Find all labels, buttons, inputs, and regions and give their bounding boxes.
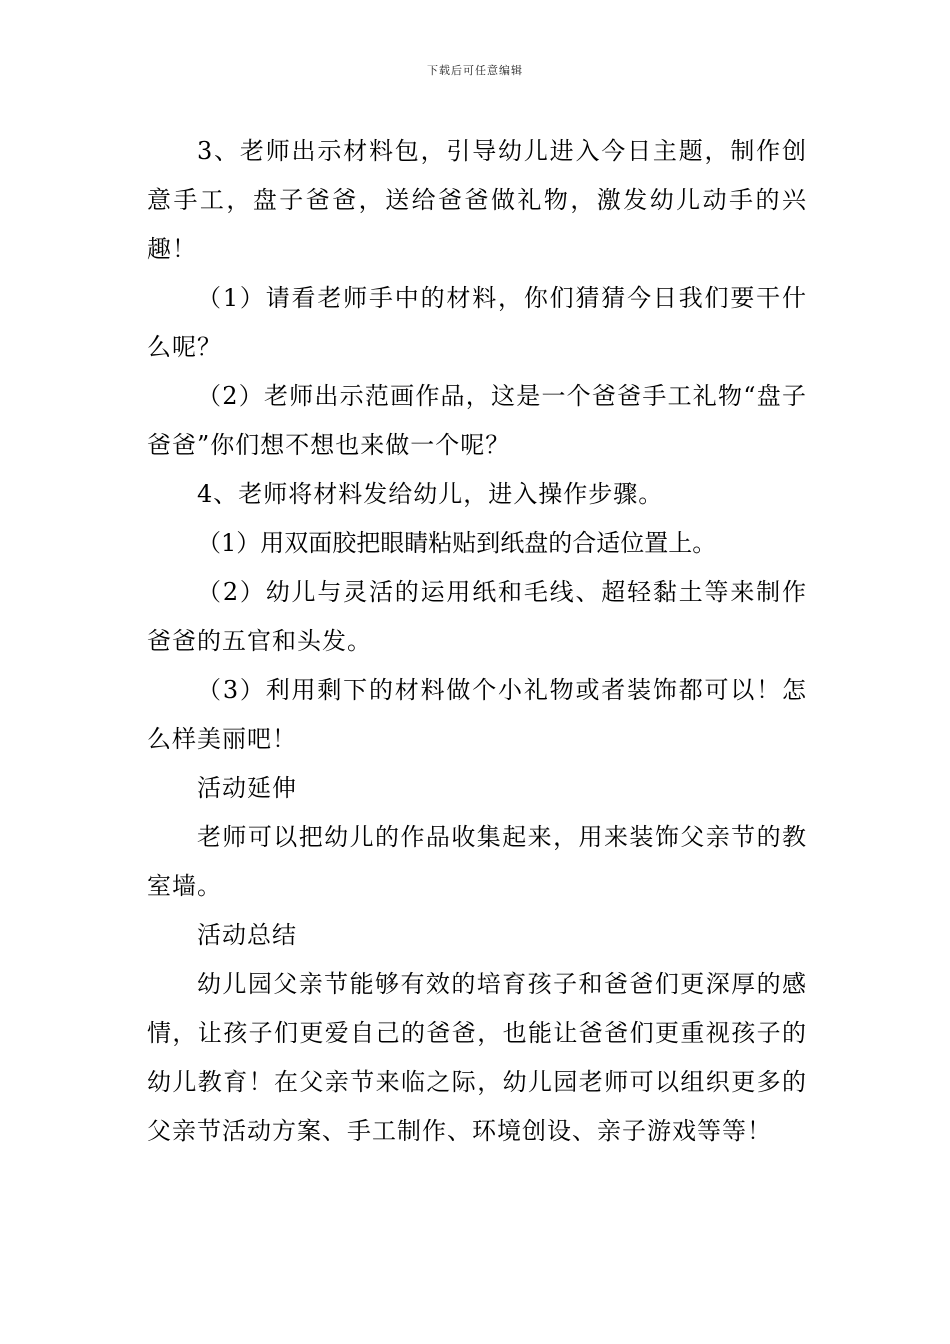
document-body [147, 127, 807, 1156]
paragraph-step-4-2: （2）幼儿与灵活的运用纸和毛线、超轻黏土等来制作爸爸的五官和头发。 [147, 578, 807, 655]
paragraph-step-3-2: （2）老师出示范画作品，这是一个爸爸手工礼物“盘子爸爸”你们想不想也来做一个呢？ [147, 382, 807, 459]
paragraph-step-3: 3、老师出示材料包，引导幼儿进入今日主题，制作创意手工，盘子爸爸，送给爸爸做礼物，激发幼儿动手的兴趣！ [147, 137, 807, 263]
section-heading-extension: 活动延伸 [197, 774, 297, 802]
paragraph-step-4-3: （3）利用剩下的材料做个小礼物或者装饰都可以！怎么样美丽吧！ [147, 676, 807, 753]
paragraph-step-4: 4、老师将材料发给幼儿，进入操作步骤。 [197, 480, 664, 508]
header-note: 下载后可任意编辑 [427, 64, 523, 77]
paragraph-extension: 老师可以把幼儿的作品收集起来，用来装饰父亲节的教室墙。 [147, 823, 807, 900]
paragraph-summary: 幼儿园父亲节能够有效的培育孩子和爸爸们更深厚的感情，让孩子们更爱自己的爸爸，也能让爸爸们更重视孩子的幼儿教育！在父亲节来临之际，幼儿园老师可以组织更多的父亲节活动方案、手工制作、环境创设、亲子游戏等等！ [147, 970, 807, 1145]
paragraph-step-3-1: （1）请看老师手中的材料，你们猜猜今日我们要干什么呢？ [147, 284, 807, 361]
section-heading-summary: 活动总结 [197, 921, 297, 949]
paragraph-step-4-1: （1）用双面胶把眼睛粘贴到纸盘的合适位置上。 [197, 529, 717, 557]
